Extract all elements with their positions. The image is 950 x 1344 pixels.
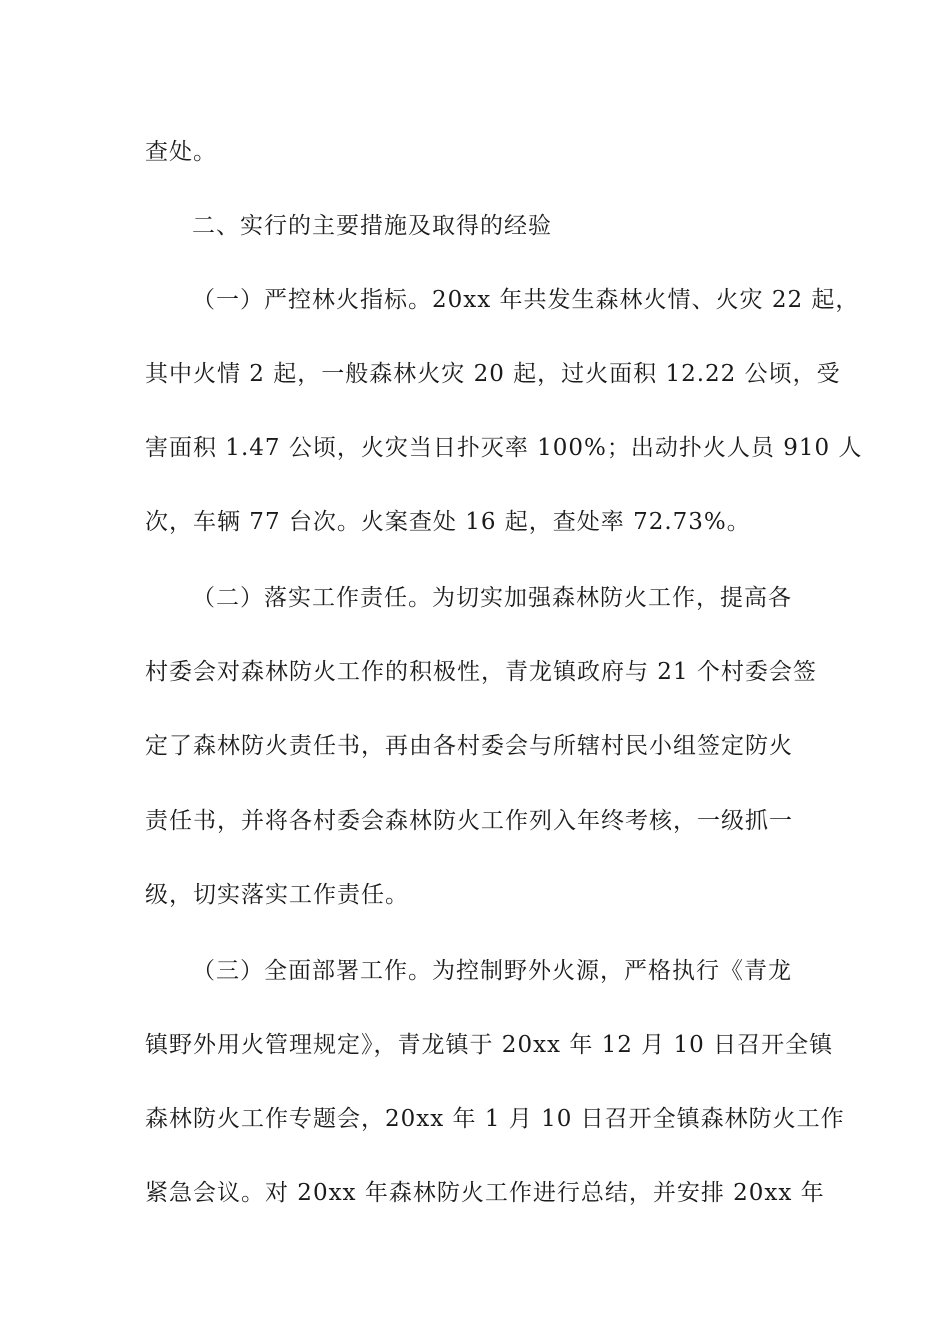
text-line: 村委会对森林防火工作的积极性，青龙镇政府与 21 个村委会签 [145, 659, 817, 685]
paragraph-start: （二）落实工作责任。为切实加强森林防火工作，提高各 [192, 585, 792, 611]
text-line: 害面积 1.47 公顷，火灾当日扑灭率 100%；出动扑火人员 910 人 [145, 435, 863, 461]
text-line: 其中火情 2 起，一般森林火灾 20 起，过火面积 12.22 公顷，受 [145, 361, 841, 387]
paragraph-start: （三）全面部署工作。为控制野外火源，严格执行《青龙 [192, 958, 792, 984]
paragraph-start: （一）严控林火指标。20xx 年共发生森林火情、火灾 22 起， [192, 287, 860, 313]
text-line: 查处。 [145, 139, 217, 165]
text-line: 紧急会议。对 20xx 年森林防火工作进行总结，并安排 20xx 年 [145, 1180, 825, 1206]
section-heading: 二、实行的主要措施及取得的经验 [192, 213, 552, 239]
text-line: 镇野外用火管理规定》，青龙镇于 20xx 年 12 月 10 日召开全镇 [145, 1032, 834, 1058]
text-line: 次，车辆 77 台次。火案查处 16 起，查处率 72.73%。 [145, 509, 751, 535]
text-line: 级，切实落实工作责任。 [145, 882, 409, 908]
text-line: 定了森林防火责任书，再由各村委会与所辖村民小组签定防火 [145, 733, 793, 759]
text-line: 森林防火工作专题会，20xx 年 1 月 10 日召开全镇森林防火工作 [145, 1106, 845, 1132]
text-line: 责任书，并将各村委会森林防火工作列入年终考核，一级抓一 [145, 808, 793, 834]
